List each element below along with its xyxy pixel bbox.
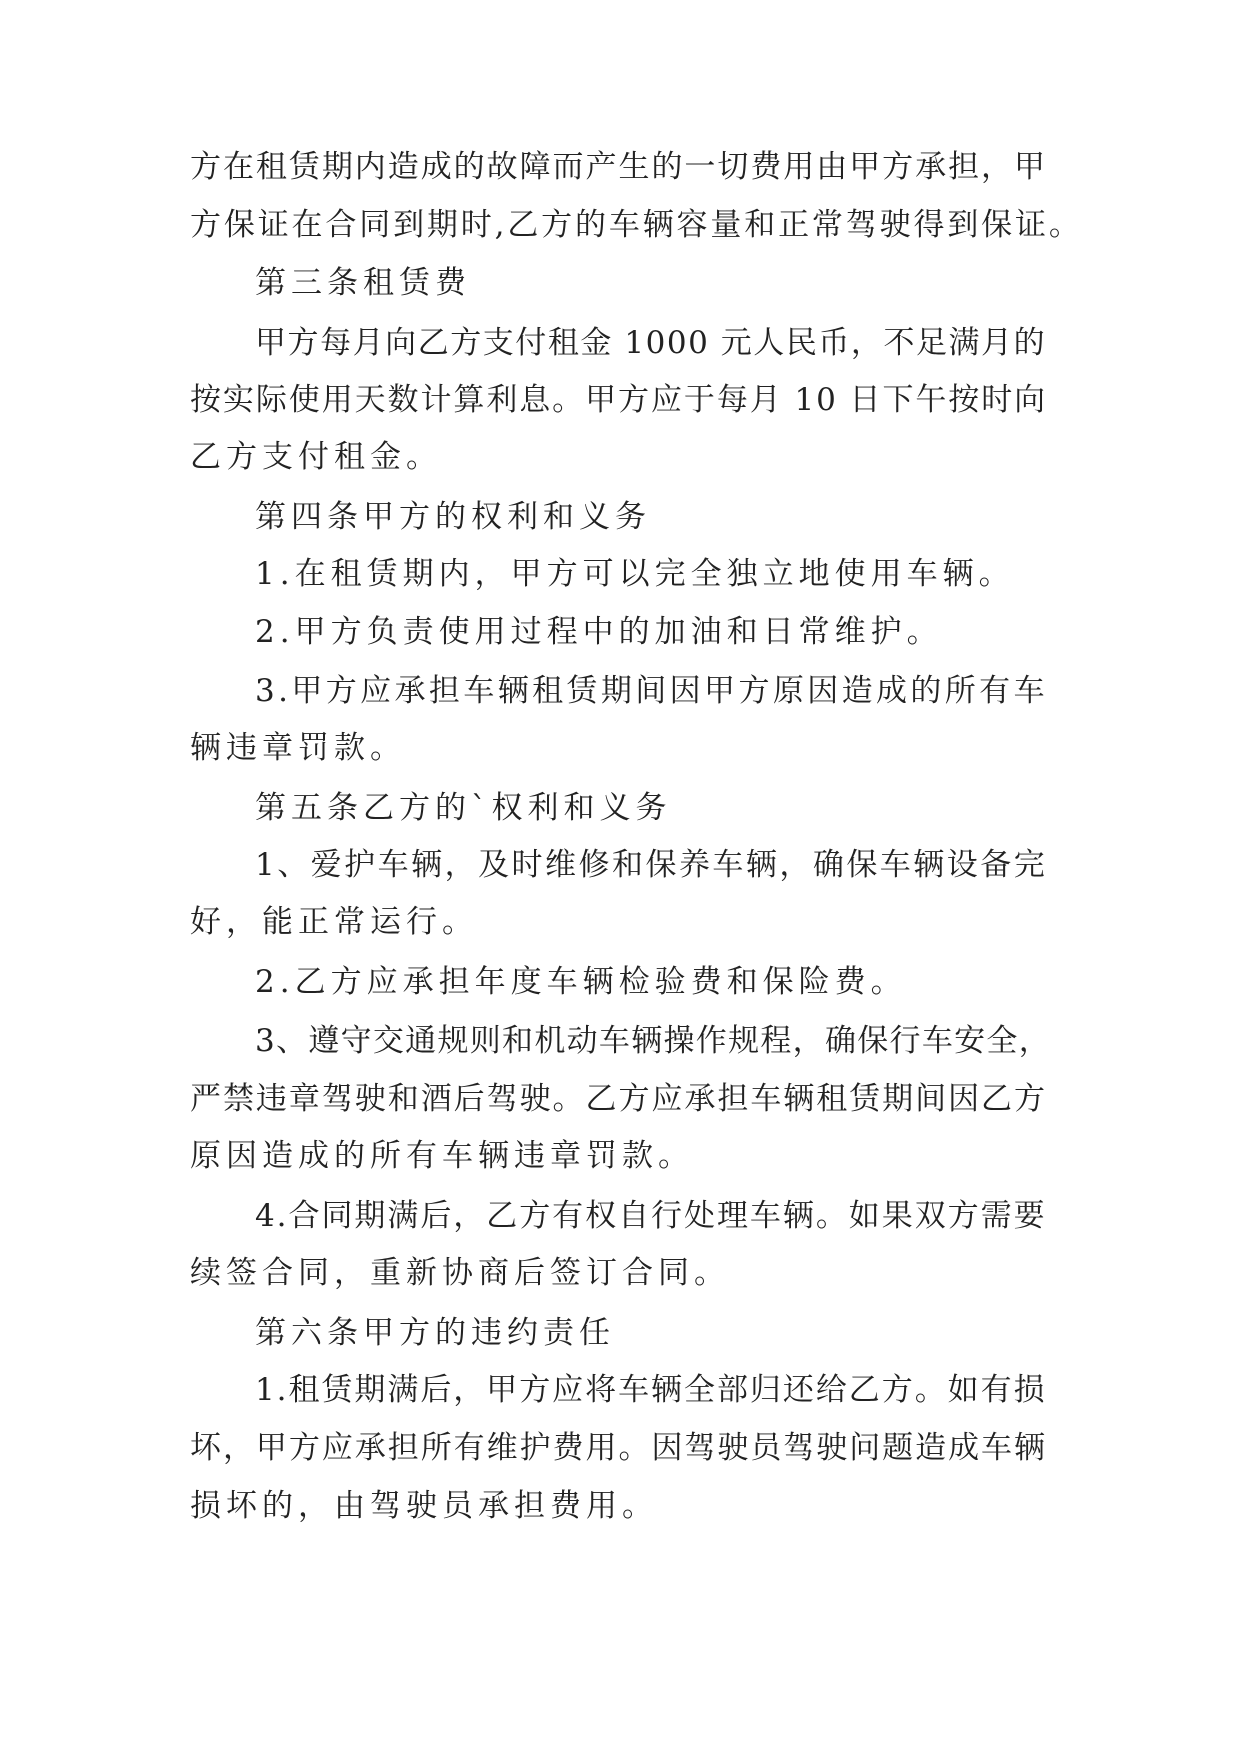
text-line: 乙方支付租金。 xyxy=(190,439,442,475)
text-line: 严禁违章驾驶和酒后驾驶。乙方应承担车辆租赁期间因乙方 xyxy=(190,1081,1047,1117)
article-heading-5: 第五条乙方的`权利和义务 xyxy=(255,790,672,826)
text-line: 原因造成的所有车辆违章罚款。 xyxy=(190,1138,694,1174)
text-line: 2.甲方负责使用过程中的加油和日常维护。 xyxy=(255,614,943,650)
text-line: 好，能正常运行。 xyxy=(190,904,478,940)
text-line: 3、遵守交通规则和机动车辆操作规程，确保行车安全， xyxy=(255,1023,1052,1059)
text-line: 2.乙方应承担年度车辆检验费和保险费。 xyxy=(255,964,907,1000)
text-line: 1、爱护车辆，及时维修和保养车辆，确保车辆设备完 xyxy=(255,847,1048,883)
article-heading-3: 第三条租赁费 xyxy=(255,265,471,301)
text-line: 4.合同期满后，乙方有权自行处理车辆。如果双方需要 xyxy=(255,1198,1047,1234)
text-line: 方保证在合同到期时,乙方的车辆容量和正常驾驶得到保证。 xyxy=(190,207,1083,243)
article-heading-6: 第六条甲方的违约责任 xyxy=(255,1315,615,1351)
text-line: 坏，甲方应承担所有维护费用。因驾驶员驾驶问题造成车辆 xyxy=(190,1430,1047,1466)
text-line: 按实际使用天数计算利息。甲方应于每月 10 日下午按时向 xyxy=(190,382,1048,418)
text-line: 1.在租赁期内，甲方可以完全独立地使用车辆。 xyxy=(255,556,1015,592)
text-line: 3.甲方应承担车辆租赁期间因甲方原因造成的所有车 xyxy=(255,673,1048,709)
text-line: 甲方每月向乙方支付租金 1000 元人民币，不足满月的 xyxy=(255,325,1047,361)
text-line: 1.租赁期满后，甲方应将车辆全部归还给乙方。如有损 xyxy=(255,1372,1047,1408)
text-line: 辆违章罚款。 xyxy=(190,730,406,766)
text-line: 续签合同，重新协商后签订合同。 xyxy=(190,1255,730,1291)
text-line: 损坏的，由驾驶员承担费用。 xyxy=(190,1488,658,1524)
article-heading-4: 第四条甲方的权利和义务 xyxy=(255,499,651,535)
text-line: 方在租赁期内造成的故障而产生的一切费用由甲方承担，甲 xyxy=(190,149,1047,185)
